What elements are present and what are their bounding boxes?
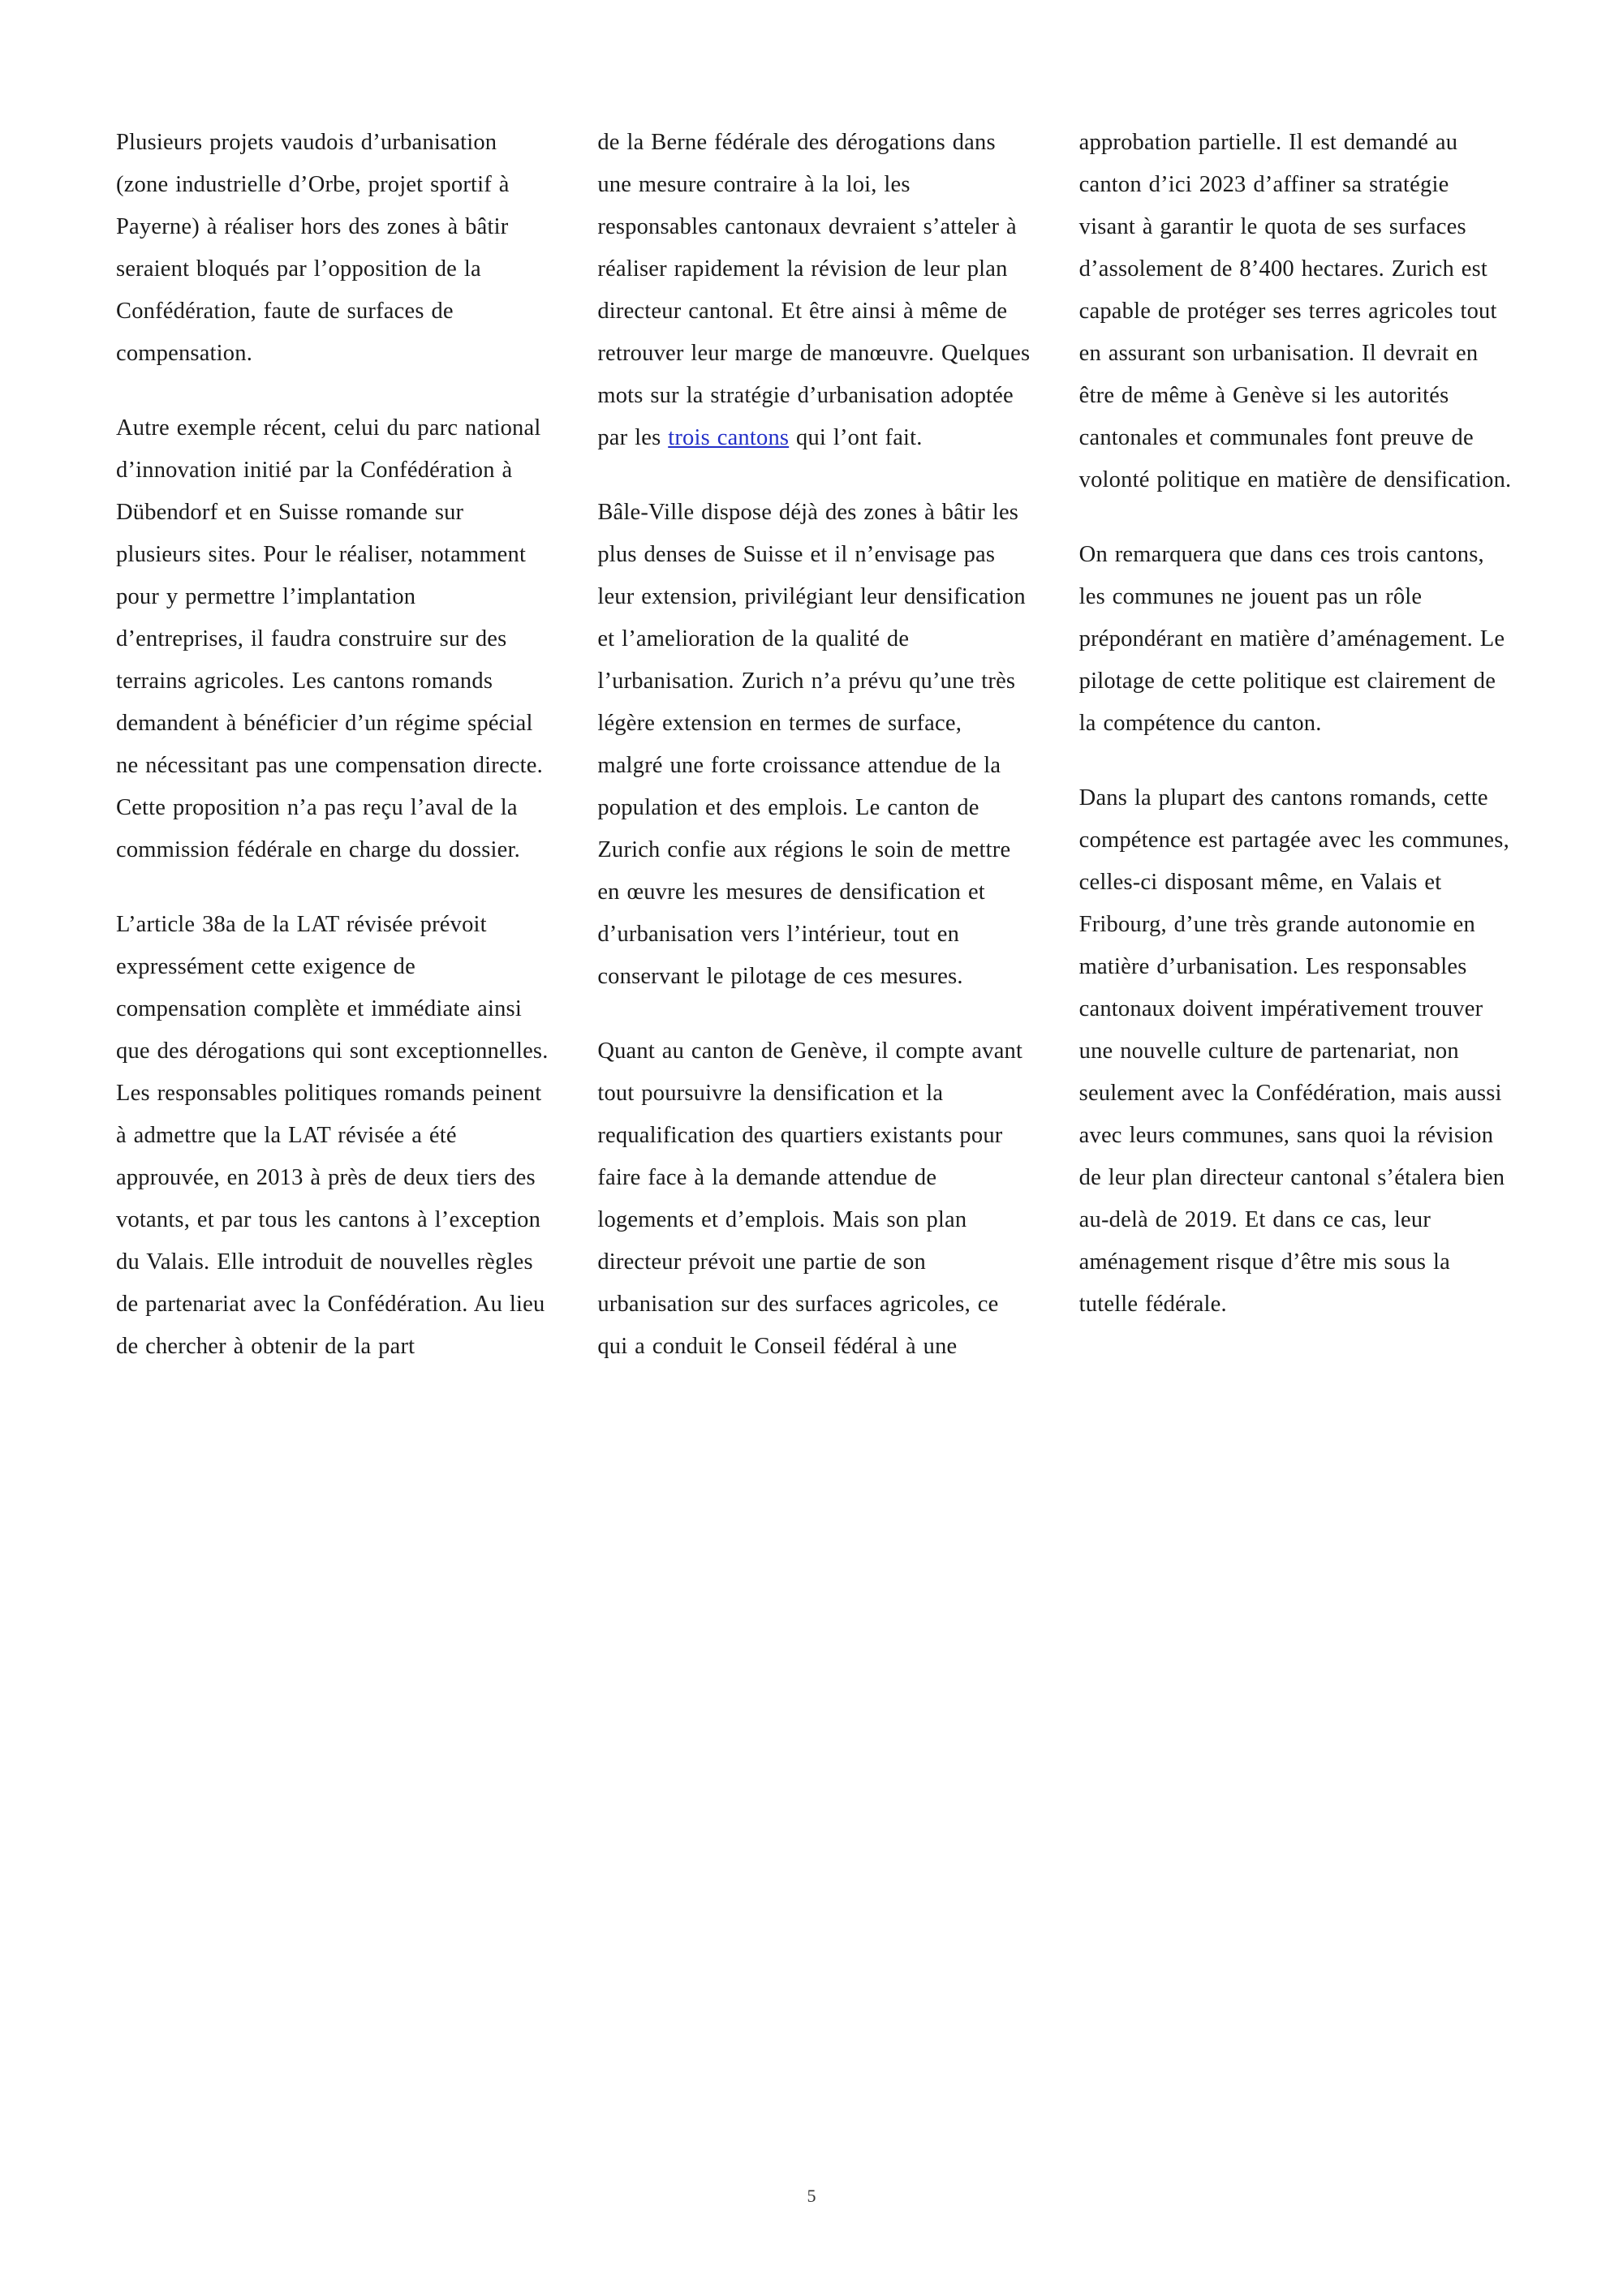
trois-cantons-link[interactable]: trois cantons — [668, 425, 790, 450]
text-columns — [116, 122, 1512, 1368]
paragraph-parc-innovation: Autre exemple récent, celui du parc national d’innovation initié par la Confédération à Dübendorf et en Suisse romande sur plusieurs sites. Pour le réaliser, notamment pour y permettre l’implantation d’entreprises, il faudra construire sur des terrains agricoles. Les cantons romands demandent à bénéficier d’un régime spécial ne nécessitant pas une compensation directe. Cette proposition n’a pas reçu l’aval de la commission fédérale en charge du dossier. — [116, 415, 543, 862]
column-center — [597, 122, 1030, 1368]
paragraph-text-after-link: qui l’ont fait. — [789, 425, 923, 450]
column-right — [1079, 122, 1512, 1326]
paragraph-cantons-romands: Dans la plupart des cantons romands, cette compétence est partagée avec les communes, celles-ci disposant même, en Valais et Fribourg, d’une très grande autonomie en matière d’urbanisation. Les responsables cantonaux doivent impérativement trouver une nouvelle culture de partenariat, non seulement avec la Confédération, mais aussi avec leurs communes, sans quoi la révision de leur plan directeur cantonal s’étalera bien au-delà de 2019. Et dans ce cas, leur aménagement risque d’être mis sous la tutelle fédérale. — [1078, 785, 1509, 1317]
paragraph-bale-ville: Bâle-Ville dispose déjà des zones à bâtir les plus denses de Suisse et il n’envisage pas leur extension, privilégiant leur densification et l’amelioration de la qualité de l’urbanisation. Zurich n’a prévu qu’une très légère extension en termes de surface, malgré une forte croissance attendue de la population et des emplois. Le canton de Zurich confie aux régions le soin de mettre en œuvre les mesures de densification et d’urbanisation vers l’intérieur, tout en conservant le pilotage de ces mesures. — [597, 500, 1026, 989]
paragraph-berne-federale — [597, 122, 1030, 459]
paragraph-communes-role: On remarquera que dans ces trois cantons, les communes ne jouent pas un rôle prépondérant en matière d’aménagement. Le pilotage de cette politique est clairement de la compétence du canton. — [1078, 542, 1505, 736]
page-number: 5 — [807, 2186, 816, 2206]
paragraph-geneve: Quant au canton de Genève, il compte avant tout poursuivre la densification et la requalification des quartiers existants pour faire face à la demande attendue de logements et d’emplois. Mais son plan directeur prévoit une partie de son urbanisation sur des surfaces agricoles, ce qui a conduit le Conseil fédéral à une — [597, 1038, 1023, 1359]
column-left — [116, 122, 549, 1368]
paragraph-projets-vaudois: Plusieurs projets vaudois d’urbanisation (zone industrielle d’Orbe, projet sportif à Payerne) à réaliser hors des zones à bâtir seraient bloqués par l’opposition de la Confédération, faute de surfaces de compensation. — [116, 130, 510, 366]
paragraph-approbation-partielle: approbation partielle. Il est demandé au canton d’ici 2023 d’affiner sa stratégie visant à garantir le quota de ses surfaces d’assolement de 8’400 hectares. Zurich est capable de protéger ses terres agricoles tout en assurant son urbanisation. Il devrait en être de même à Genève si les autorités cantonales et communales font preuve de volonté politique en matière de densification. — [1078, 130, 1512, 492]
paragraph-article-38a: L’article 38a de la LAT révisée prévoit expressément cette exigence de compensation complète et immédiate ainsi que des dérogations qui sont exceptionnelles. Les responsables politiques romands peinent à admettre que la LAT révisée a été approuvée, en 2013 à près de deux tiers des votants, et par tous les cantons à l’exception du Valais. Elle introduit de nouvelles règles de partenariat avec la Confédération. Au lieu de chercher à obtenir de la part — [116, 912, 549, 1359]
paragraph-text-before-link: de la Berne fédérale des dérogations dans une mesure contraire à la loi, les responsables cantonaux devraient s’atteler à réaliser rapidement la révision de leur plan directeur cantonal. Et être ainsi à même de retrouver leur marge de manœuvre. Quelques mots sur la stratégie d’urbanisation adoptée par les — [597, 130, 1031, 450]
